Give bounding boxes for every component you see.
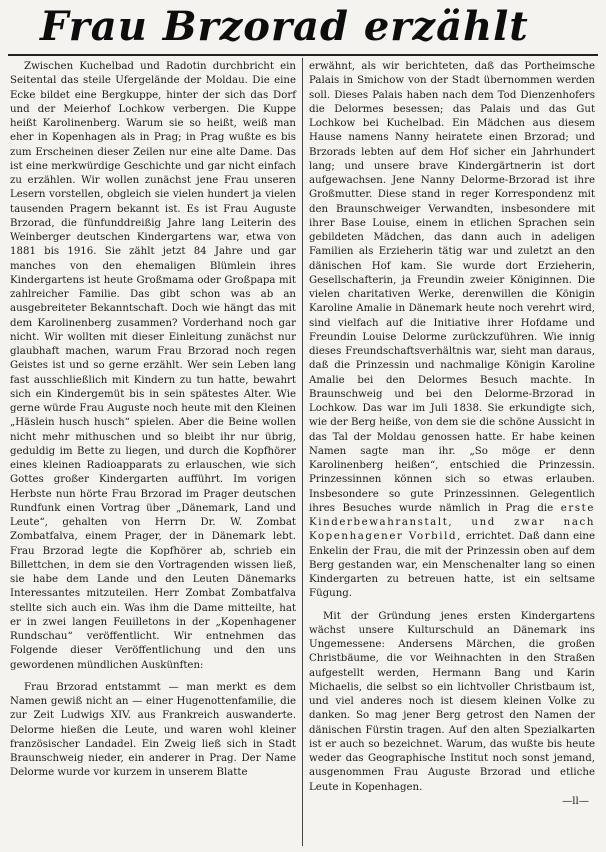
left-paragraph-1: Zwischen Kuchelbad und Radotin durchbricht ein Seitental das steile Ufergelände der Moldau. Die eine Ecke bildet eine Bergkuppe, hinter der sich das Dorf und der Meierhof Lochkow verbergen. Die Kuppe heißt Karolinenberg. Warum sie so heißt, weiß man eher in Kopenhagen als in Prag; in Prag wußte es bis zum Erscheinen dieser Zeilen nur eine alte Dame. Das ist eine merkwürdige Geschichte und gar nicht einfach zu erzählen. Wir wollen zunächst jene Frau unseren Lesern vorstellen, obgleich sie vielen hundert ja vielen tausenden Pragern bekannt ist. Es ist Frau Auguste Brzorad, die fünfunddreißig Jahre lang Leiterin des Weinberger deutschen Kindergartens war, etwa von 1881 bis 1916. Sie zählt jetzt 84 Jahre und gar manches von den ehemaligen Blümlein ihres Kindergartens ist heute Großmama oder Großpapa mit zahlreicher Familie. Das gibt schon was ab an ausgebreiteter Bekanntschaft. Doch wie hängt das mit dem Karolinenberg zusammen? Vorderhand noch gar nicht. Wir wollten mit dieser Einleitung zunächst nur glaubhaft machen, warum Frau Brzorad noch regen Geistes ist und so gerne erzählt. Wer sein Leben lang fast ausschließlich mit Kindern zu tun hatte, bewahrt sich ein Kindergemüt bis in sein spätestes Alter. Wie gerne würde Frau Auguste noch heute mit den Kleinen „Häslein husch husch“ spielen. Aber die Beine wollen nicht mehr mithuschen und so bleibt ihr nur übrig, geduldig im Bette zu liegen, und durch die Kopfhörer eines kleinen Radioapparats zu erlauschen, wie sich Gottes großer Kindergarten aufführt. Im vorigen Herbste nun hörte Frau Brzorad im Prager deutschen Rundfunk einen Vortrag über „Dänemark, Land und Leute“, gehalten von Herrn Dr. W. Zombat Zombatfalva, einem Prager, der in Dänemark lebt. Frau Brzorad legte die Kopfhörer ab, schrieb ein Billettchen, in dem sie den Vortragenden wissen ließ, sie habe dem Lande und den Leuten Dänemarks Interessantes mitzuteilen. Herr Zombat Zombatfalva stellte sich auch ein. Was ihm die Dame mitteilte, hat er in zwei langen Feuilletons in der „Kopenhagener Rundschau“ veröffentlicht. Wir entnehmen das Folgende dieser Veröffentlichung und den uns gewordenen mündlichen Auskünften:	[10, 61, 296, 671]
author-signature: —ll—	[562, 795, 589, 807]
right-paragraph-1-text: erwähnt, als wir berichteten, daß das Portheimsche Palais in Smichow von der Stadt übernommen werden soll. Dieses Palais haben nach dem Tod Dienzenhofers die Delormes besessen; das Palais und das Gut Lochkow bei Kuchelbad. Ein Mädchen aus diesem Hause namens Nanny heiratete einen Brzorad; und Brzorads lebten auf dem Hof sicher ein Jahrhundert lang; und unsere brave Kindergärtnerin ist dort aufgewachsen. Jene Nanny Delorme-Brzorad ist ihre Großmutter. Diese stand in reger Korrespondenz mit den Braunschweiger Verwandten, insbesondere mit ihrer Base Louise, einem in etlichen Sprachen sein gebildeten Mädchen, das dann auch in adeligen Familien als Erzieherin tätig war und zuletzt an den dänischen Hof kam. Sie wurde dort Erzieherin, Gesellschafterin, ja Freundin zweier Königinnen. Die vielen charitativen Werke, derenwillen die Königin Karoline Amalie in Dänemark heute noch verehrt wird, sind vielfach auf die Initiative ihrer Hofdame und Freundin Louise Delorme zurückzuführen. Wie innig dieses Freundschaftsverhältnis war, sieht man daraus, daß die Prinzessin und nachmalige Königin Karoline Amalie bei den Delormes Besuch machte. In Braunschweig und bei den Delorme-Brzorad in Lochkow. Das war im Juli 1838. Sie erkundigte sich, wie der Berg heiße, von dem sie die schöne Aussicht in das Tal der Moldau genossen hatte. Er habe keinen Namen sagte man ihr. „So möge er denn Karolinenberg heißen“, entschied die Prinzessin. Prinzessinnen können sich so etwas erlauben. Insbesondere so gute Prinzessinnen. Gelegentlich ihres Besuches wurde nämlich in Prag die	[309, 61, 595, 514]
right-paragraph-1-emphasis: erste Kinderbewahranstalt, und zwar nach Kopenhagener Vorbild,	[309, 502, 595, 543]
right-paragraph-1-end: errichtet. Daß dann eine Enkelin der Frau, die mit der Prinzessin oben auf dem Berg gestanden war, ein Menschenalter lang so einen Kindergarten zu betreuen hatte, ist ein seltsame Fügung.	[309, 531, 596, 600]
right-paragraph-1	[309, 60, 595, 602]
right-column	[303, 56, 597, 846]
left-paragraph-2: Frau Brzorad entstammt — man merkt es dem Namen gewiß nicht an — einer Hugenottenfamilie, die zur Zeit Ludwigs XIV. aus Frankreich auswanderte. Delorme hießen die Leute, und waren wohl kleiner französischer Landadel. Ein Zweig ließ sich in Stadt Braunschweig nieder, ein anderer in Prag. Der Name Delorme wurde vor kurzem in unserem Blatte	[10, 681, 296, 779]
article-body	[8, 56, 598, 846]
right-paragraph-2: Mit der Gründung jenes ersten Kindergartens wächst unsere Kulturschuld an Dänemark ins Ungemessene: Andersens Märchen, die großen Christbäume, die vor Weihnachten in den Straßen aufgestellt werden, Hermann Bang und Karin Michaelis, die selbst so ein lichtvoller Christbaum ist, und viel anderes noch ist diesem kleinen Volke zu danken. So mag jener Berg getrost den Namen der dänischen Fürstin tragen. Auf den alten Spezialkarten ist er auch so bezeichnet. Warum, das wußte bis heute weder das Geographische Institut noch sonst jemand, ausgenommen Frau Auguste Brzorad und etliche Leute in Kopenhagen.	[309, 610, 595, 793]
left-column	[8, 56, 302, 846]
article-headline: Frau Brzorad erzählt	[40, 3, 529, 50]
